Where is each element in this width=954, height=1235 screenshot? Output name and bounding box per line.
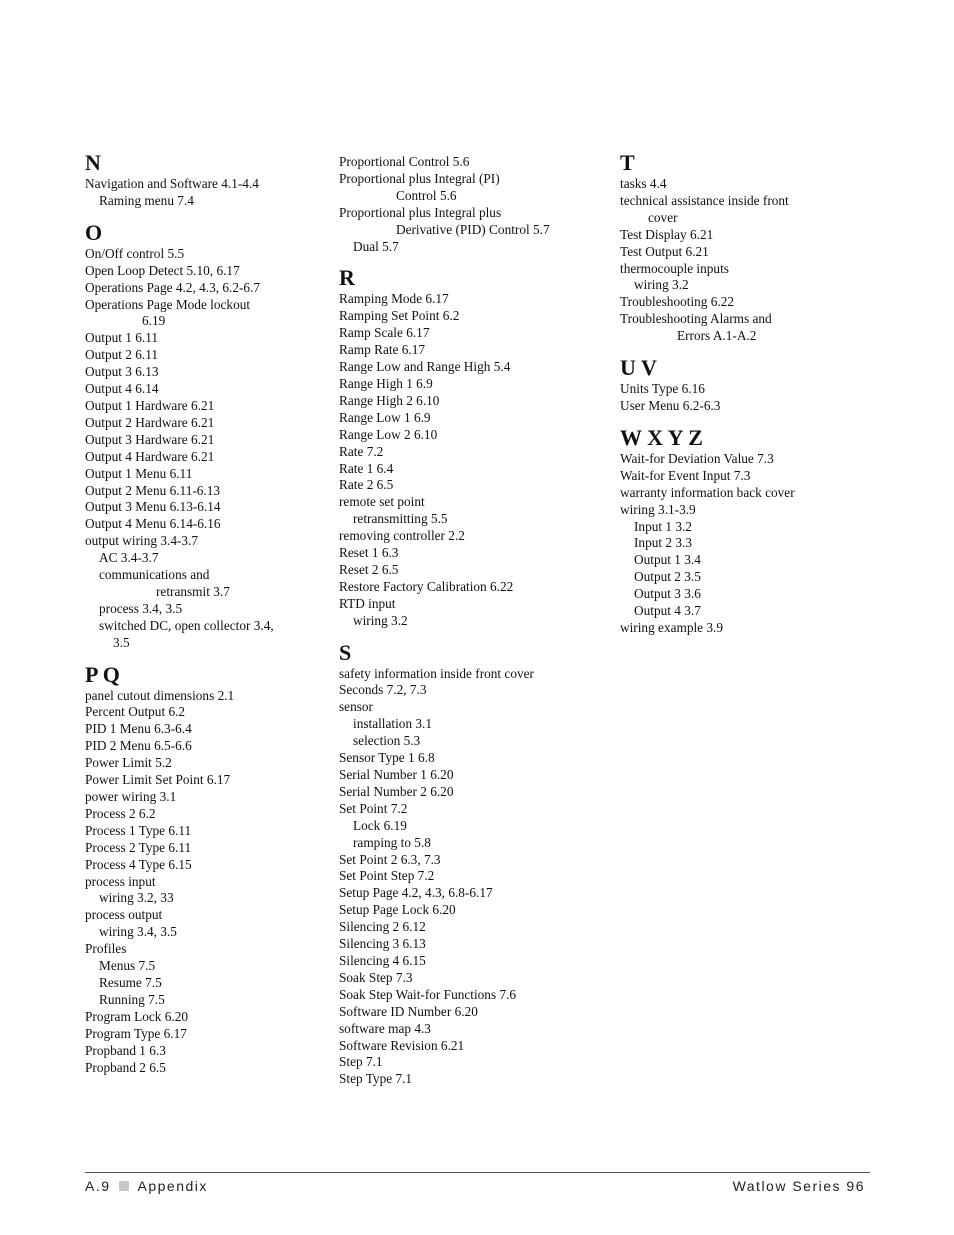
index-entry [620, 311, 860, 345]
index-entry [85, 823, 320, 840]
index-entry-text: Ramp Rate 6.17 [339, 342, 426, 358]
index-entry-text: wiring 3.2 [353, 612, 408, 628]
index-entry-text: Seconds 7.2, 7.3 [339, 682, 427, 698]
index-letter-heading: N [85, 150, 101, 175]
index-subentry [85, 890, 320, 907]
index-entry-text: Silencing 2 6.12 [339, 919, 426, 935]
index-column-2 [339, 150, 599, 1098]
index-entry [85, 483, 320, 500]
index-section [85, 150, 320, 210]
index-entry-text: Rate 2 6.5 [339, 477, 394, 493]
index-entry-text: Program Lock 6.20 [85, 1008, 189, 1024]
index-entry [339, 852, 599, 869]
index-entry-text: wiring 3.2, 33 [99, 890, 174, 906]
index-entry-text: switched DC, open collector 3.4, [99, 617, 274, 633]
index-entry-text: Output 3 Hardware 6.21 [85, 431, 215, 447]
index-entry-text: Ramping Mode 6.17 [339, 291, 449, 307]
index-entry [339, 1004, 599, 1021]
index-entry [620, 294, 860, 311]
footer-section: Appendix [137, 1178, 208, 1194]
index-entry-text: Power Limit 5.2 [85, 755, 172, 771]
index-entry [339, 784, 599, 801]
index-entry [85, 738, 320, 755]
index-entry [339, 205, 599, 239]
index-entry [620, 451, 860, 468]
index-entry-text: Range Low and Range High 5.4 [339, 359, 511, 375]
index-entry-text: Range High 1 6.9 [339, 375, 433, 391]
index-entry [85, 499, 320, 516]
index-subentry [339, 716, 599, 733]
index-entry-text: Output 2 Hardware 6.21 [85, 414, 215, 430]
index-subentry [85, 992, 320, 1009]
index-entry-text: removing controller 2.2 [339, 528, 465, 544]
index-entry-text: output wiring 3.4-3.7 [85, 533, 199, 549]
index-entry [85, 347, 320, 364]
index-entry-text: Set Point Step 7.2 [339, 868, 435, 884]
index-entry-text: Software ID Number 6.20 [339, 1003, 478, 1019]
index-entry-text: ramping to 5.8 [353, 834, 431, 850]
index-entry-text: Open Loop Detect 5.10, 6.17 [85, 262, 240, 278]
index-entry-text: Setup Page Lock 6.20 [339, 902, 456, 918]
index-entry-continuation: cover [648, 209, 678, 225]
index-entry-text: Proportional plus Integral plus [339, 204, 502, 220]
index-subentry [339, 835, 599, 852]
index-entry-text: Operations Page Mode lockout [85, 296, 251, 312]
index-entry [339, 953, 599, 970]
index-entry-text: Troubleshooting 6.22 [620, 294, 735, 310]
index-entry-text: Lock 6.19 [353, 817, 407, 833]
index-entry [339, 154, 599, 171]
index-entry-text: Software Revision 6.21 [339, 1037, 465, 1053]
index-entry [339, 359, 599, 376]
index-subentry [85, 975, 320, 992]
index-letter-heading: U V [620, 355, 657, 381]
index-entry-text: thermocouple inputs [620, 260, 729, 276]
index-entry [85, 874, 320, 891]
index-entry [339, 596, 599, 613]
index-entry-text: Output 2 6.11 [85, 347, 159, 363]
index-subentry [339, 818, 599, 835]
index-letter-heading: S [339, 639, 352, 665]
index-entry-continuation: 3.5 [113, 634, 130, 650]
index-subentry [620, 569, 860, 586]
index-subentry [620, 519, 860, 536]
index-entry-text: Range Low 2 6.10 [339, 426, 438, 442]
index-entry [339, 936, 599, 953]
index-entry-text: Output 4 3.7 [634, 603, 701, 619]
index-entry [339, 410, 599, 427]
index-entry-text: sensor [339, 699, 373, 715]
index-subentry [85, 601, 320, 618]
index-entry-text: PID 1 Menu 6.3-6.4 [85, 721, 192, 737]
index-entry [620, 620, 860, 637]
index-entry-text: process 3.4, 3.5 [99, 600, 183, 616]
index-entry-text: Output 3 3.6 [634, 586, 701, 602]
index-subentry [85, 193, 320, 210]
index-section [339, 265, 599, 629]
index-entry-text: Resume 7.5 [99, 974, 162, 990]
index-subentry [85, 550, 320, 567]
index-entry-text: User Menu 6.2-6.3 [620, 397, 721, 413]
index-entry-text: AC 3.4-3.7 [99, 550, 159, 566]
index-entry [339, 171, 599, 205]
index-subentry [85, 567, 320, 601]
index-subentry [339, 733, 599, 750]
index-entry-text: Restore Factory Calibration 6.22 [339, 578, 514, 594]
index-letter-heading: R [339, 265, 355, 291]
index-entry-text: wiring 3.2 [634, 277, 689, 293]
index-entry [620, 381, 860, 398]
index-entry [339, 494, 599, 511]
index-entry [339, 987, 599, 1004]
index-entry-text: Raming menu 7.4 [99, 192, 194, 208]
index-entry [339, 970, 599, 987]
index-entry-text: panel cutout dimensions 2.1 [85, 687, 235, 703]
index-entry-text: Output 1 3.4 [634, 552, 701, 568]
index-entry-text: Set Point 7.2 [339, 800, 408, 816]
index-entry-text: wiring example 3.9 [620, 619, 724, 635]
index-entry [620, 176, 860, 193]
index-entry [339, 461, 599, 478]
index-entry-text: Output 3 6.13 [85, 364, 159, 380]
index-entry [85, 466, 320, 483]
index-entry [85, 330, 320, 347]
index-entry-text: Troubleshooting Alarms and [620, 311, 772, 327]
footer-product: Watlow Series 96 [732, 1178, 865, 1194]
index-entry [85, 381, 320, 398]
index-entry-text: Reset 2 6.5 [339, 561, 399, 577]
index-entry-text: Output 1 6.11 [85, 330, 159, 346]
index-entry-text: Profiles [85, 941, 127, 957]
index-column-1 [85, 150, 320, 1086]
index-entry-text: Process 2 6.2 [85, 805, 156, 821]
index-entry [620, 261, 860, 278]
index-entry-text: Input 1 3.2 [634, 518, 692, 534]
index-entry [339, 528, 599, 545]
index-entry [85, 280, 320, 297]
index-entry [85, 789, 320, 806]
index-entry-text: wiring 3.1-3.9 [620, 501, 696, 517]
index-subentry [85, 958, 320, 975]
index-entry-text: software map 4.3 [339, 1020, 431, 1036]
index-entry [620, 227, 860, 244]
index-entry-text: Output 1 Hardware 6.21 [85, 397, 215, 413]
index-entry-text: Program Type 6.17 [85, 1025, 187, 1041]
index-entry-text: Dual 5.7 [353, 238, 399, 254]
index-entry-text: Process 4 Type 6.15 [85, 856, 192, 872]
index-entry-text: Navigation and Software 4.1-4.4 [85, 176, 259, 191]
index-entry [339, 767, 599, 784]
index-subentry [620, 535, 860, 552]
index-entry-text: Running 7.5 [99, 991, 165, 1007]
index-entry [85, 516, 320, 533]
index-entry-text: Wait-for Event Input 7.3 [620, 467, 751, 483]
index-entry [339, 342, 599, 359]
index-entry-text: Output 1 Menu 6.11 [85, 465, 193, 481]
index-letter-heading: O [85, 219, 103, 245]
index-entry [339, 919, 599, 936]
index-entry-text: Input 2 3.3 [634, 535, 692, 551]
index-entry [339, 291, 599, 308]
index-entry-text: Step 7.1 [339, 1054, 383, 1070]
index-entry [85, 176, 320, 193]
index-entry-text: Percent Output 6.2 [85, 704, 186, 720]
index-entry-continuation: Errors A.1-A.2 [677, 328, 757, 344]
index-entry-text: Wait-for Deviation Value 7.3 [620, 450, 774, 466]
index-entry-text: Output 4 Hardware 6.21 [85, 448, 215, 464]
index-entry [339, 801, 599, 818]
index-letter-heading: W X Y Z [620, 424, 703, 450]
index-entry-text: Silencing 4 6.15 [339, 952, 426, 968]
index-entry [620, 398, 860, 415]
index-entry-text: process output [85, 907, 163, 923]
index-entry [85, 688, 320, 705]
index-entry-text: Output 3 Menu 6.13-6.14 [85, 499, 221, 515]
index-entry [339, 325, 599, 342]
index-entry-text: warranty information back cover [620, 484, 795, 500]
index-entry [85, 907, 320, 924]
index-entry [85, 432, 320, 449]
index-entry-continuation: 6.19 [142, 313, 166, 329]
index-entry [85, 297, 320, 331]
index-entry-text: Power Limit Set Point 6.17 [85, 772, 231, 788]
index-section [620, 425, 860, 637]
index-subentry [85, 618, 320, 652]
index-entry-text: Setup Page 4.2, 4.3, 6.8-6.17 [339, 885, 493, 901]
index-section [620, 355, 860, 415]
index-entry-text: Silencing 3 6.13 [339, 936, 426, 952]
index-entry-text: PID 2 Menu 6.5-6.6 [85, 738, 192, 754]
index-entry [85, 721, 320, 738]
index-entry-text: Test Output 6.21 [620, 243, 709, 259]
index-entry [85, 449, 320, 466]
index-entry [85, 806, 320, 823]
index-entry [339, 750, 599, 767]
index-entry-text: On/Off control 5.5 [85, 245, 185, 261]
index-entry-text: Proportional Control 5.6 [339, 154, 470, 169]
index-entry-text: Output 4 Menu 6.14-6.16 [85, 516, 221, 532]
index-section [85, 662, 320, 1077]
index-entry-text: Soak Step 7.3 [339, 969, 413, 985]
index-entry-text: retransmitting 5.5 [353, 511, 448, 527]
index-entry [339, 885, 599, 902]
index-entry-text: tasks 4.4 [620, 176, 667, 191]
index-entry-text: Propband 2 6.5 [85, 1059, 166, 1075]
index-subentry [620, 552, 860, 569]
index-entry-text: Test Display 6.21 [620, 226, 714, 242]
index-entry [85, 704, 320, 721]
index-section [339, 640, 599, 1089]
index-entry-text: technical assistance inside front [620, 192, 789, 208]
index-entry-text: Ramp Scale 6.17 [339, 325, 430, 341]
index-entry-text: Process 1 Type 6.11 [85, 822, 192, 838]
index-letter-heading: T [620, 150, 635, 175]
index-subentry [339, 239, 599, 256]
index-entry-text: process input [85, 873, 156, 889]
index-entry-text: wiring 3.4, 3.5 [99, 924, 177, 940]
index-entry [339, 444, 599, 461]
index-entry [85, 1009, 320, 1026]
index-entry-text: Serial Number 2 6.20 [339, 783, 454, 799]
index-entry [339, 427, 599, 444]
index-entry-text: Rate 1 6.4 [339, 460, 394, 476]
index-entry-text: Output 4 6.14 [85, 381, 159, 397]
index-entry-text: RTD input [339, 595, 396, 611]
index-entry [85, 857, 320, 874]
index-entry-text: safety information inside front cover [339, 665, 534, 681]
index-entry [620, 502, 860, 519]
index-entry-text: Menus 7.5 [99, 958, 156, 974]
index-entry [339, 477, 599, 494]
index-entry [85, 772, 320, 789]
index-entry [339, 666, 599, 683]
index-entry-text: Serial Number 1 6.20 [339, 767, 454, 782]
index-entry-text: Proportional plus Integral (PI) [339, 170, 500, 186]
index-entry [85, 246, 320, 263]
index-subentry [85, 924, 320, 941]
index-entry-text: Sensor Type 1 6.8 [339, 750, 435, 766]
index-entry [85, 415, 320, 432]
index-entry [339, 393, 599, 410]
index-entry [339, 1071, 599, 1088]
index-section [620, 150, 860, 345]
index-subentry [620, 277, 860, 294]
index-entry-text: remote set point [339, 494, 425, 510]
index-entry [620, 193, 860, 227]
index-entry [85, 1043, 320, 1060]
index-entry [339, 902, 599, 919]
index-entry-text: Range High 2 6.10 [339, 392, 440, 408]
index-entry [620, 468, 860, 485]
index-entry [85, 840, 320, 857]
index-subentry [620, 603, 860, 620]
index-entry [85, 533, 320, 550]
index-subentry [620, 586, 860, 603]
index-entry [85, 941, 320, 958]
index-letter-heading: P Q [85, 661, 120, 687]
index-entry-continuation: retransmit 3.7 [156, 583, 230, 599]
footer-page-number: A.9 [85, 1178, 111, 1194]
index-entry-continuation: Derivative (PID) Control 5.7 [396, 221, 550, 237]
index-entry-text: selection 5.3 [353, 733, 421, 749]
index-entry-text: Propband 1 6.3 [85, 1042, 166, 1058]
footer-rule [85, 1172, 870, 1173]
index-entry [620, 244, 860, 261]
index-entry [339, 562, 599, 579]
index-entry-text: communications and [99, 567, 210, 583]
index-entry [339, 579, 599, 596]
square-bullet-icon [119, 1181, 129, 1191]
index-entry-text: power wiring 3.1 [85, 789, 177, 804]
index-entry-text: Output 2 3.5 [634, 569, 701, 585]
index-entry-text: Step Type 7.1 [339, 1071, 413, 1087]
index-entry-text: Process 2 Type 6.11 [85, 839, 192, 855]
index-entry [339, 1038, 599, 1055]
index-entry [339, 376, 599, 393]
index-entry [339, 1021, 599, 1038]
index-column-3 [620, 150, 860, 647]
index-entry [339, 868, 599, 885]
index-subentry [339, 613, 599, 630]
index-entry [85, 755, 320, 772]
index-entry [85, 263, 320, 280]
index-entry [620, 485, 860, 502]
index-entry-text: Operations Page 4.2, 4.3, 6.2-6.7 [85, 279, 261, 295]
index-entry [85, 1026, 320, 1043]
index-section [85, 220, 320, 652]
index-entry [339, 682, 599, 699]
index-entry-text: Ramping Set Point 6.2 [339, 308, 460, 324]
index-entry [339, 699, 599, 716]
index-entry [85, 1060, 320, 1077]
index-entry-text: Set Point 2 6.3, 7.3 [339, 851, 441, 867]
index-entry-text: Range Low 1 6.9 [339, 409, 431, 425]
index-entry [339, 308, 599, 325]
index-entry-text: Output 2 Menu 6.11-6.13 [85, 482, 221, 498]
index-entry-text: Soak Step Wait-for Functions 7.6 [339, 986, 517, 1002]
index-entry [85, 364, 320, 381]
index-entry [339, 545, 599, 562]
index-section [339, 154, 599, 255]
footer-left [85, 1178, 208, 1194]
index-subentry [339, 511, 599, 528]
index-entry-text: Units Type 6.16 [620, 381, 705, 397]
index-entry-text: installation 3.1 [353, 716, 433, 732]
index-entry-text: Reset 1 6.3 [339, 545, 399, 561]
index-entry [85, 398, 320, 415]
index-entry [339, 1054, 599, 1071]
index-entry-continuation: Control 5.6 [396, 187, 457, 203]
index-entry-text: Rate 7.2 [339, 443, 384, 459]
